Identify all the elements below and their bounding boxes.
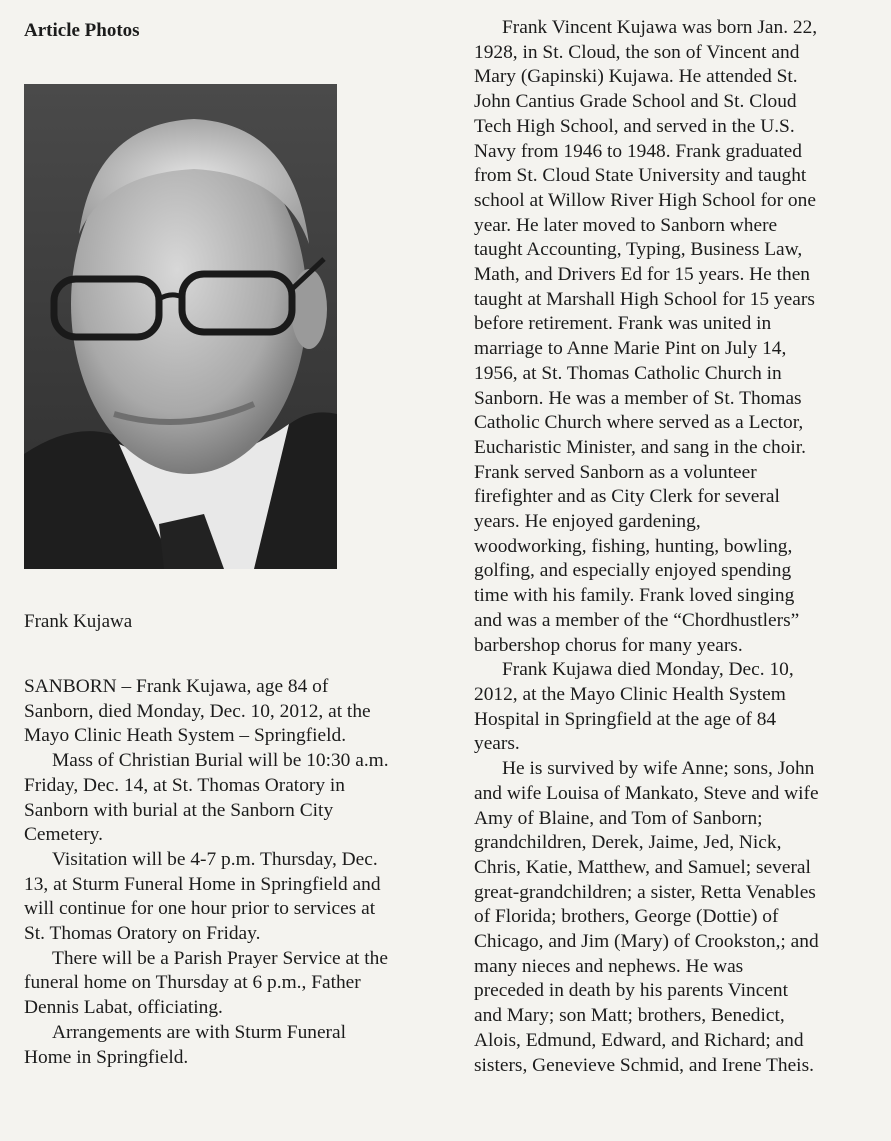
article-line: Eucharistic Minister, and sang in the choir.: [474, 436, 807, 458]
article-line: funeral home on Thursday at 6 p.m., Father: [24, 972, 361, 994]
article-line: Sanborn. He was a member of St. Thomas: [474, 387, 802, 409]
article-line: Frank Kujawa died Monday, Dec. 10,: [502, 659, 794, 681]
article-line: Chris, Katie, Matthew, and Samuel; several: [474, 856, 811, 878]
article-line: Alois, Edmund, Edward, and Richard; and: [474, 1029, 804, 1051]
article-line: SANBORN – Frank Kujawa, age 84 of: [24, 676, 329, 697]
left-article-column: [24, 675, 449, 1070]
right-article-column: [474, 16, 884, 1078]
article-line: There will be a Parish Prayer Service at the: [52, 947, 388, 969]
article-line: Home in Springfield.: [24, 1046, 189, 1068]
article-line: Sanborn, died Monday, Dec. 10, 2012, at the: [24, 700, 371, 722]
article-line: Arrangements are with Sturm Funeral: [52, 1021, 347, 1043]
article-line: many nieces and nephews. He was: [474, 955, 744, 977]
article-line: Math, and Drivers Ed for 15 years. He then: [474, 264, 811, 286]
article-line: years.: [474, 733, 520, 755]
article-line: Frank served Sanborn as a volunteer: [474, 461, 757, 483]
portrait-photo: [24, 84, 337, 569]
article-line: Mayo Clinic Heath System – Springfield.: [24, 725, 347, 747]
article-line: of Florida; brothers, George (Dottie) of: [474, 906, 779, 928]
article-line: and Mary; son Matt; brothers, Benedict,: [474, 1005, 785, 1027]
article-line: 1956, at St. Thomas Catholic Church in: [474, 362, 782, 384]
article-line: preceded in death by his parents Vincent: [474, 980, 789, 1002]
article-line: Chicago, and Jim (Mary) of Crookston,; and: [474, 931, 819, 953]
article-line: Navy from 1946 to 1948. Frank graduated: [474, 140, 802, 162]
article-line: will continue for one hour prior to services at: [24, 898, 376, 920]
article-line: 13, at Sturm Funeral Home in Springfield and: [24, 873, 381, 895]
article-line: marriage to Anne Marie Pint on July 14,: [474, 338, 787, 360]
article-line: Cemetery.: [24, 824, 103, 846]
portrait-image: [24, 84, 337, 569]
article-line: school at Willow River High School for one: [474, 189, 816, 211]
article-line: grandchildren, Derek, Jaime, Jed, Nick,: [474, 832, 782, 854]
article-line: years. He enjoyed gardening,: [474, 511, 701, 533]
article-line: Amy of Blaine, and Tom of Sanborn;: [474, 807, 763, 829]
article-line: Frank Vincent Kujawa was born Jan. 22,: [502, 17, 818, 38]
article-line: woodworking, fishing, hunting, bowling,: [474, 535, 793, 557]
article-line: sisters, Genevieve Schmid, and Irene Theis.: [474, 1054, 814, 1076]
article-line: Dennis Labat, officiating.: [24, 997, 223, 1019]
article-line: from St. Cloud State University and taught: [474, 165, 807, 187]
article-line: great-grandchildren; a sister, Retta Venables: [474, 881, 816, 903]
article-line: Friday, Dec. 14, at St. Thomas Oratory in: [24, 774, 345, 796]
article-line: time with his family. Frank loved singing: [474, 585, 795, 607]
article-line: and wife Louisa of Mankato, Steve and wife: [474, 782, 819, 804]
photo-caption: Frank Kujawa: [24, 611, 133, 632]
article-line: Catholic Church where served as a Lector,: [474, 412, 804, 434]
article-line: and was a member of the “Chordhustlers”: [474, 609, 800, 631]
article-photos-header: Article Photos: [24, 20, 140, 41]
article-line: John Cantius Grade School and St. Cloud: [474, 91, 797, 113]
article-line: barbershop chorus for many years.: [474, 634, 743, 656]
article-line: 1928, in St. Cloud, the son of Vincent and: [474, 41, 800, 63]
article-line: before retirement. Frank was united in: [474, 313, 772, 335]
article-line: 2012, at the Mayo Clinic Health System: [474, 683, 786, 705]
article-line: Mass of Christian Burial will be 10:30 a.m.: [52, 750, 389, 772]
article-line: taught at Marshall High School for 15 years: [474, 288, 815, 310]
article-line: golfing, and especially enjoyed spending: [474, 560, 792, 582]
article-line: taught Accounting, Typing, Business Law,: [474, 239, 803, 261]
article-line: Sanborn with burial at the Sanborn City: [24, 799, 334, 821]
article-line: firefighter and as City Clerk for several: [474, 486, 780, 508]
article-line: St. Thomas Oratory on Friday.: [24, 923, 261, 945]
article-line: He is survived by wife Anne; sons, John: [502, 758, 815, 780]
article-line: Visitation will be 4-7 p.m. Thursday, Dec.: [52, 848, 378, 870]
article-line: Tech High School, and served in the U.S.: [474, 115, 795, 137]
article-line: Hospital in Springfield at the age of 84: [474, 708, 777, 730]
article-line: year. He later moved to Sanborn where: [474, 214, 778, 236]
article-line: Mary (Gapinski) Kujawa. He attended St.: [474, 66, 798, 88]
